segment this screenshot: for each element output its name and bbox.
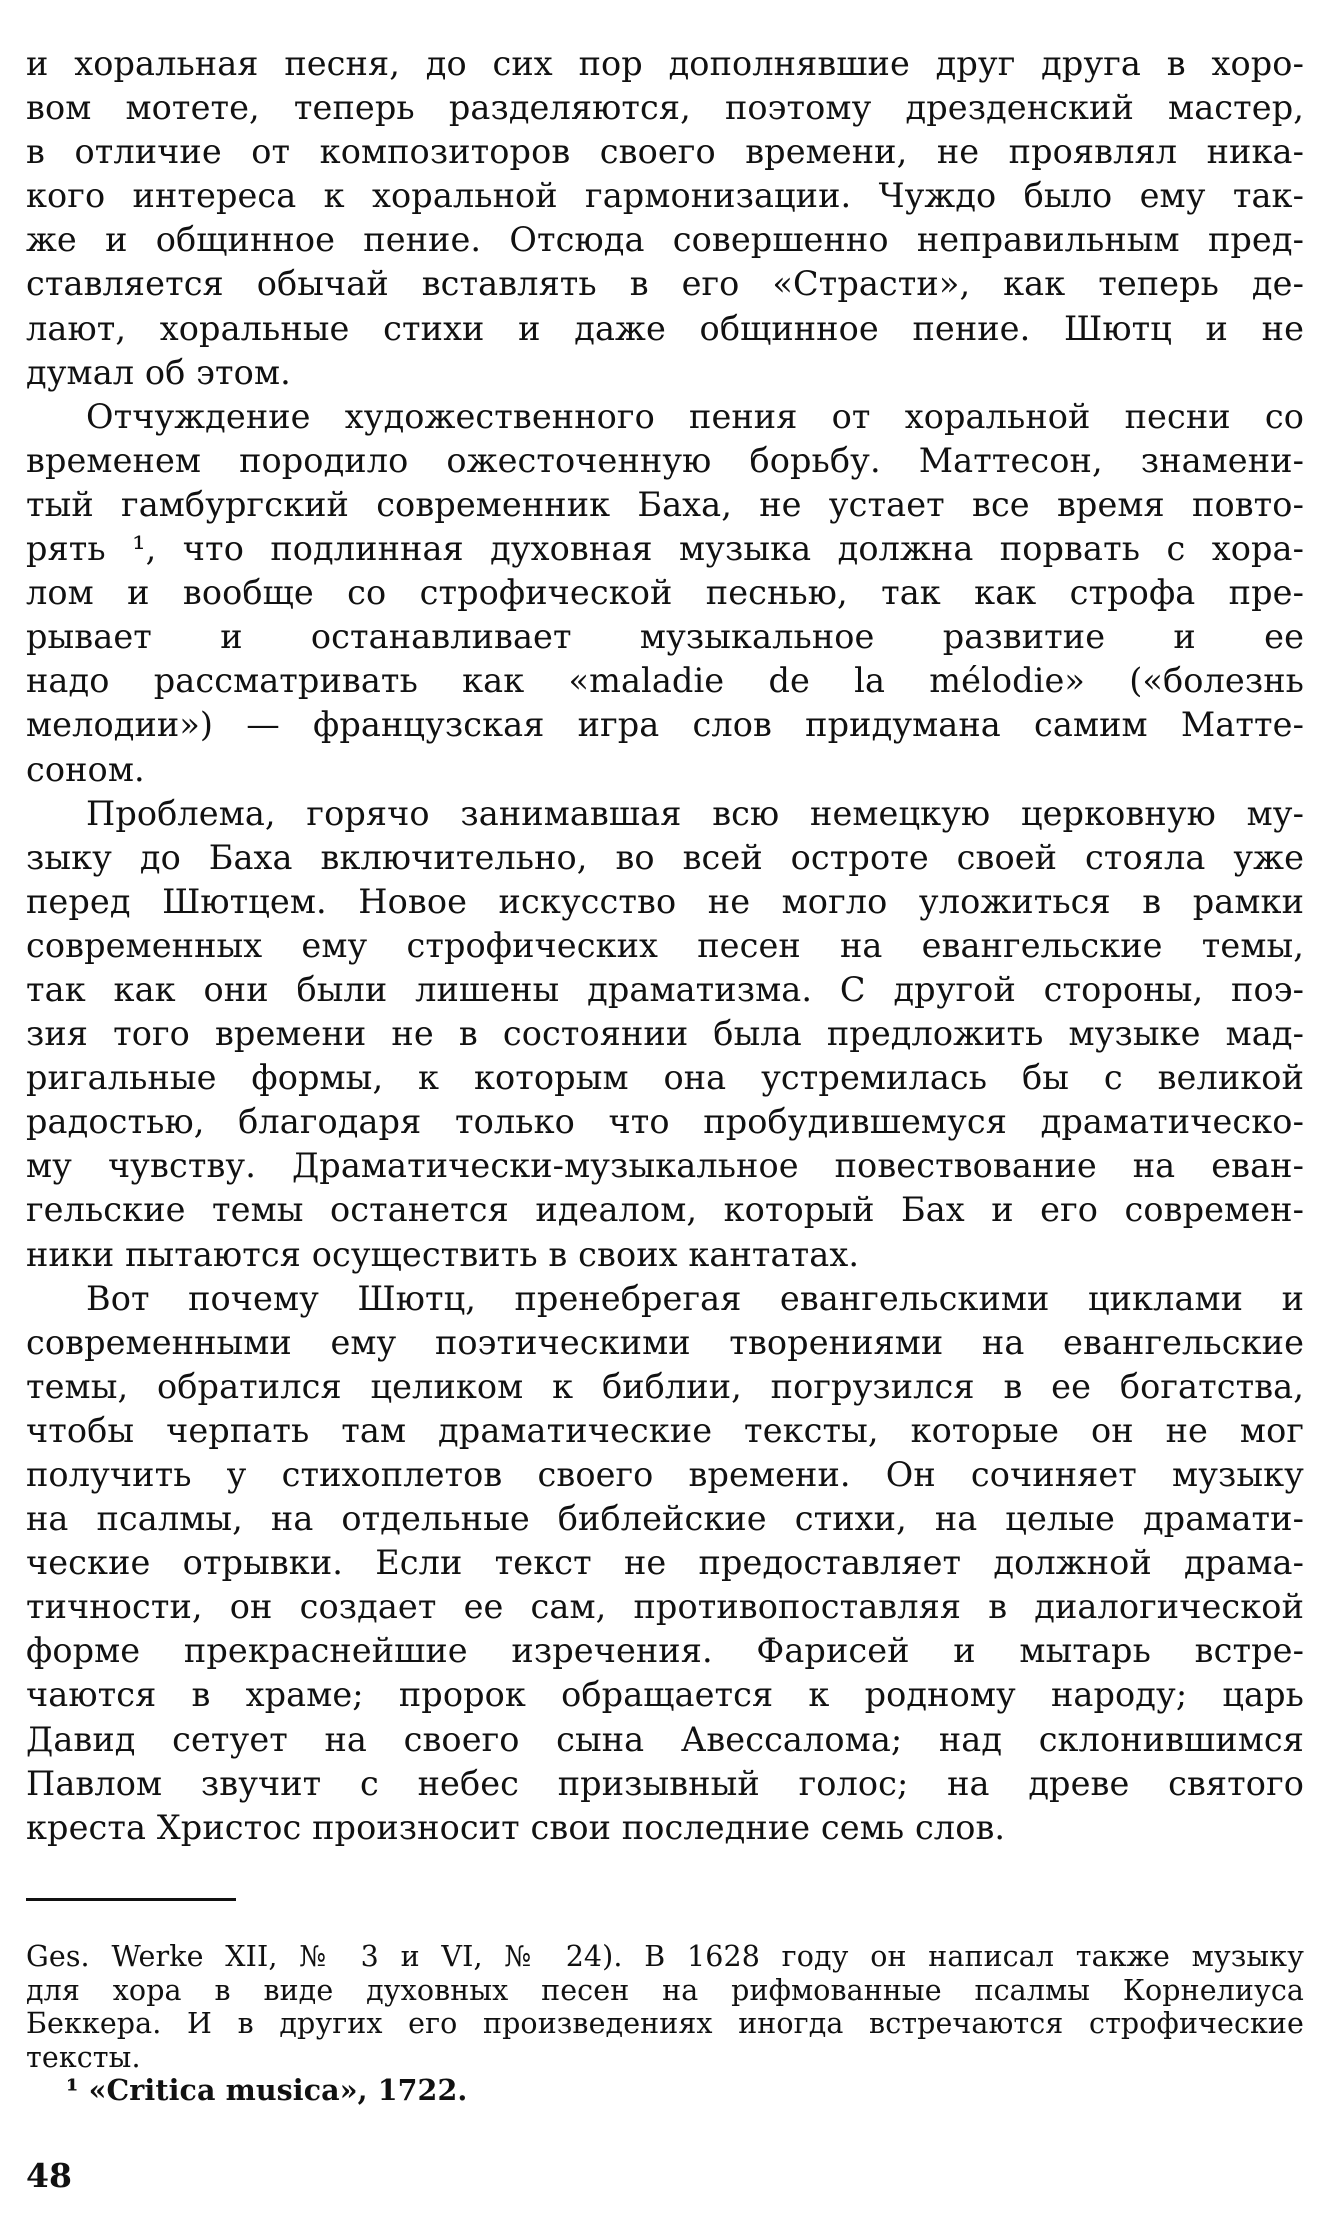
text-line: лают, хоральные стихи и даже общинное пение. Шютц и не bbox=[26, 308, 1304, 348]
text-line: вом мотете, теперь разделяются, поэтому дрезденский мастер, bbox=[26, 88, 1304, 128]
footnote-1-text: ¹ «Critica musica», 1722. bbox=[66, 2074, 468, 2108]
text-line: Давид сетует на своего сына Авессалома; над склонившимся bbox=[26, 1719, 1304, 1759]
text-line: современными ему поэтическими творениями на евангельские bbox=[26, 1322, 1304, 1362]
footnote-continuation-line: для хора в виде духовных песен на рифмованные псалмы Корнелиуса bbox=[26, 1973, 1304, 2007]
text-line: современных ему строфических песен на евангельские темы, bbox=[26, 925, 1304, 965]
text-line: рять ¹, что подлинная духовная музыка должна порвать с хора- bbox=[26, 529, 1304, 569]
text-line: думал об этом. bbox=[26, 352, 291, 392]
text-line: кого интереса к хоральной гармонизации. Чуждо было ему так- bbox=[26, 176, 1304, 216]
text-line: же и общинное пение. Отсюда совершенно неправильным пред- bbox=[26, 220, 1304, 260]
footnote-divider bbox=[26, 1898, 236, 1901]
footnote-continuation-line: Ges. Werke XII, № 3 и VI, № 24). В 1628 году он написал также музыку bbox=[26, 1940, 1304, 1973]
text-line: в отличие от композиторов своего времени, не проявлял ника- bbox=[26, 132, 1304, 172]
text-line: радостью, благодаря только что пробудившемуся драматическо- bbox=[26, 1102, 1304, 1142]
text-line: темы, обратился целиком к библии, погрузился в ее богатства, bbox=[26, 1366, 1304, 1406]
text-line: ческие отрывки. Если текст не предоставляет должной драма- bbox=[26, 1543, 1304, 1583]
text-line: зыку до Баха включительно, во всей остроте своей стояла уже bbox=[26, 837, 1304, 877]
text-line: временем породило ожесточенную борьбу. Маттесон, знамени- bbox=[26, 440, 1304, 480]
text-line: мелодии») — французская игра слов придумана самим Матте- bbox=[26, 705, 1304, 745]
text-line: гельские темы останется идеалом, который Бах и его современ- bbox=[26, 1190, 1304, 1230]
text-line: зия того времени не в состоянии была предложить музыке мад- bbox=[26, 1014, 1304, 1054]
footnote-1 bbox=[26, 2074, 1304, 2108]
text-line: форме прекраснейшие изречения. Фарисей и мытарь встре- bbox=[26, 1631, 1304, 1671]
text-line: Вот почему Шютц, пренебрегая евангельскими циклами и bbox=[86, 1278, 1304, 1318]
text-line: креста Христос произносит свои последние семь слов. bbox=[26, 1807, 1006, 1847]
text-line: так как они были лишены драматизма. С другой стороны, поэ- bbox=[26, 969, 1304, 1009]
text-line: на псалмы, на отдельные библейские стихи, на целые драмати- bbox=[26, 1499, 1304, 1539]
paragraph-4 bbox=[26, 1277, 1304, 1850]
page-body bbox=[26, 42, 1304, 1850]
paragraph-1 bbox=[26, 42, 1304, 395]
text-line: ники пытаются осуществить в своих кантатах. bbox=[26, 1234, 860, 1274]
text-line: рывает и останавливает музыкальное развитие и ее bbox=[26, 617, 1304, 657]
footnote-continuation-line: тексты. bbox=[26, 2040, 141, 2074]
text-line: Проблема, горячо занимавшая всю немецкую церковную му- bbox=[86, 793, 1304, 833]
text-line: Павлом звучит с небес призывный голос; на древе святого bbox=[26, 1763, 1304, 1803]
text-line: получить у стихоплетов своего времени. Он сочиняет музыку bbox=[26, 1455, 1304, 1494]
footnote-continuation-line: Беккера. И в других его произведениях иногда встречаются строфические bbox=[26, 2007, 1304, 2041]
text-line: и хоральная песня, до сих пор дополнявшие друг друга в хоро- bbox=[26, 44, 1304, 83]
text-line: тый гамбургский современник Баха, не устает все время повто- bbox=[26, 484, 1304, 524]
text-line: тичности, он создает ее сам, противопоставляя в диалогической bbox=[26, 1587, 1304, 1627]
paragraph-2 bbox=[26, 395, 1304, 792]
text-line: надо рассматривать как «maladie de la mélodie» («болезнь bbox=[26, 661, 1304, 701]
text-line: Отчуждение художественного пения от хоральной песни со bbox=[86, 396, 1304, 436]
text-line: соном. bbox=[26, 749, 145, 789]
text-line: чаются в храме; пророк обращается к родному народу; царь bbox=[26, 1675, 1304, 1715]
text-line: му чувству. Драматически-музыкальное повествование на еван- bbox=[26, 1146, 1304, 1186]
page-number: 48 bbox=[26, 2156, 72, 2195]
paragraph-3 bbox=[26, 792, 1304, 1277]
text-line: ригальные формы, к которым она устремилась бы с великой bbox=[26, 1058, 1304, 1098]
text-line: перед Шютцем. Новое искусство не могло уложиться в рамки bbox=[26, 881, 1304, 921]
text-line: ставляется обычай вставлять в его «Страсти», как теперь де- bbox=[26, 264, 1304, 304]
text-line: чтобы черпать там драматические тексты, которые он не мог bbox=[26, 1410, 1304, 1450]
text-line: лом и вообще со строфической песнью, так как строфа пре- bbox=[26, 573, 1304, 613]
footnotes bbox=[26, 1940, 1304, 2108]
